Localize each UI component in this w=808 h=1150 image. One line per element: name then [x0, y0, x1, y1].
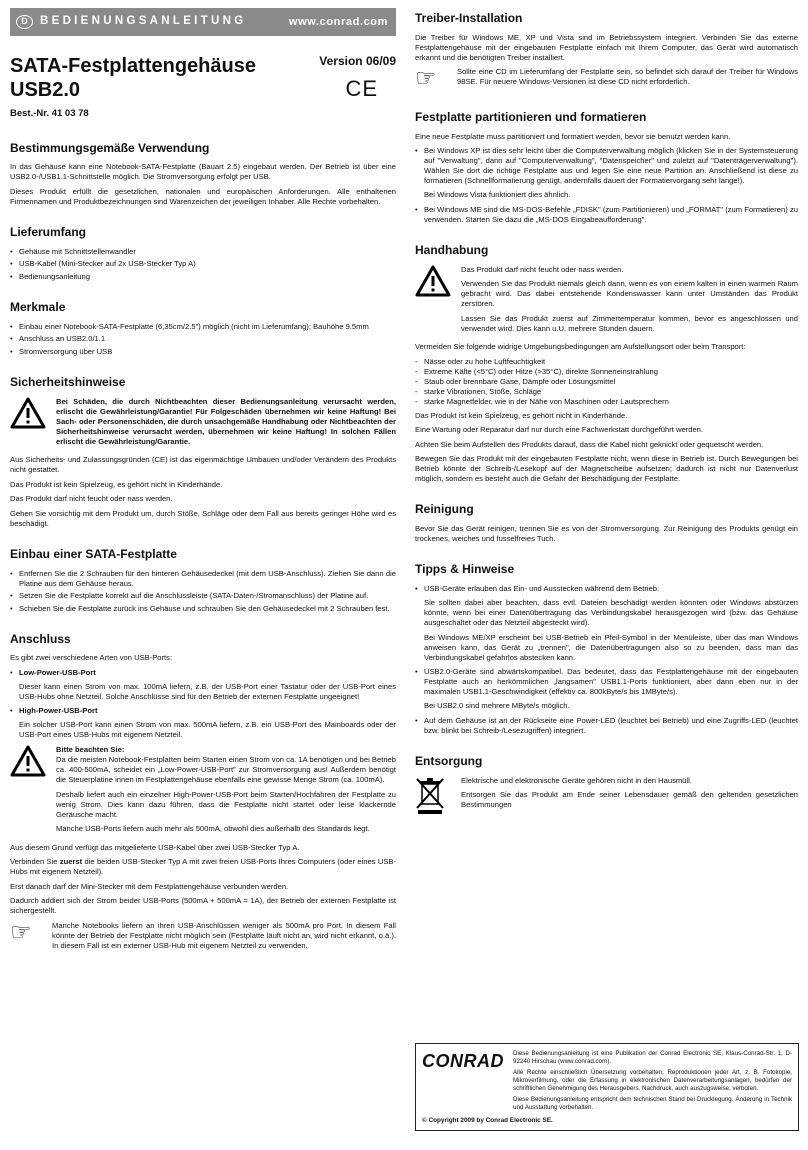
list: [415, 584, 798, 594]
paragraph: Bei Windows ME/XP erscheint bei USB-Betrieb ein Pfeil-Symbol in der Menüleiste, über das man Windows anweisen kann, das Gerät zu „trennen", die Datenübertragungen also so zu beenden, dass man das Verbindungskabel gefahrlos abstecken kann.: [424, 632, 798, 662]
list-item: • Einbau einer Notebook-SATA-Festplatte (6,35cm/2.5") möglich (nicht im Lieferumfang); Bauhöhe 9.5mm: [10, 322, 396, 332]
section-heading: Anschluss: [10, 631, 71, 646]
list-item: • Schieben Sie die Festplatte zurück ins Gehäuse und schrauben Sie den Gehäusedeckel mit 2 Schrauben fest.: [10, 604, 396, 614]
warning-text: Lassen Sie das Produkt zuerst auf Zimmertemperatur kommen, bevor es angeschlossen und verwendet wird. Dies kann u.U. mehrere Stunden dauern.: [461, 313, 798, 333]
paragraph: Das Produkt darf nicht feucht oder nass werden.: [10, 494, 173, 504]
paragraph: Eine Wartung oder Reparatur darf nur durch eine Fachwerkstatt durchgeführt werden.: [415, 425, 704, 435]
list-item: • Auf dem Gehäuse ist an der Rückseite eine Power-LED (leuchtet bei Betrieb) und eine Zugriffs-LED (leuchtet bzw. blinkt bei Schreib-/Lesezugriffen) integriert.: [415, 716, 798, 736]
list-item: • Bei Windows ME sind die MS-DOS-Befehle „FDISK" (zum Partitionieren) und „FORMAT" (zum Formatieren) zu verwenden. Starten Sie dazu die „MS-DOS Eingabeaufforderung".: [415, 205, 798, 225]
paragraph: Verbinden Sie zuerst die beiden USB-Stecker Typ A mit zwei freien USB-Ports Ihres Computers (oder eines USB-Hubs mit eigenem Netzteil).: [10, 857, 396, 877]
note-text: Manche Notebooks liefern an ihren USB-Anschlüssen weniger als 500mA pro Port. In diesem Fall könnte der Betrieb der Festplatte nicht möglich sein (Festplatte läuft nicht an, wird nicht erkannt, o.ä.). In diesem Fall ist ein externer USB-Hub mit eigenem Netzteil zu verwenden.: [52, 920, 396, 950]
header-url[interactable]: www.conrad.com: [288, 15, 388, 28]
ce-mark-icon: CE: [345, 75, 378, 101]
paragraph: Entsorgen Sie das Produkt am Ende seiner Lebensdauer gemäß den geltenden gesetzlichen Bestimmungen: [461, 790, 798, 810]
paragraph: Achten Sie beim Aufstellen des Produkts darauf, dass die Kabel nicht geknickt oder gequetscht werden.: [415, 439, 764, 449]
paragraph: Das Produkt ist kein Spielzeug, es gehört nicht in Kinderhände.: [10, 479, 223, 489]
language-badge: D: [16, 15, 33, 29]
section-heading: Einbau einer SATA-Festplatte: [10, 546, 177, 561]
list-item: - Nässe oder zu hohe Luftfeuchtigkeit: [415, 357, 798, 367]
list: [10, 322, 396, 357]
section-heading: Entsorgung: [415, 753, 483, 768]
paragraph: Ein solcher USB-Port kann einen Strom von max. 500mA liefern, z.B. ein USB-Port des Mainboards oder der USB-Port eines USB-Hubs mit eigenem Netzteil.: [19, 720, 396, 740]
paragraph: In das Gehäuse kann eine Notebook-SATA-Festplatte (Bauart 2.5) eingebaut werden. Der Betrieb ist über eine USB2.0-/USB1.1-Schnittstelle möglich. Die Stromversorgung erfolgt per USB.: [10, 162, 396, 182]
pointing-hand-icon: ☞: [10, 918, 32, 946]
list-item: • USB2.0-Geräte sind abwärtskompatibel. Das bedeutet, dass das Festplattengehäuse mit der eingebauten Festplatte auch an herkömmlichen „langsamen" USB1.1-Ports funktioniert, aber dann eben nur in der maximalen USB1.1-Geschwindigkeit (effektiv ca. 800kByte/s bis 1MByte/s).: [415, 667, 798, 697]
paragraph: Es gibt zwei verschiedene Arten von USB-Ports:: [10, 653, 173, 663]
list: [415, 146, 798, 186]
section-heading: Reinigung: [415, 502, 474, 517]
paragraph: Aus diesem Grund verfügt das mitgelieferte USB-Kabel über zwei USB-Stecker Typ A.: [10, 842, 300, 852]
list: [415, 716, 798, 736]
paragraph: Erst danach darf der Mini-Stecker mit dem Festplattengehäuse verbunden werden.: [10, 881, 289, 891]
paragraph: Bei Windows Vista funktioniert dies ähnlich.: [424, 190, 571, 200]
section-heading: Festplatte partitionieren und formatieren: [415, 109, 647, 124]
paragraph: Vermeiden Sie folgende widrige Umgebungsbedingungen am Aufstellungsort oder beim Transport:: [415, 342, 746, 352]
paragraph: Bewegen Sie das Produkt mit der eingebauten Festplatte nicht, wenn diese in Betrieb ist. Durch Bewegungen bei Betrieb könnte der Schreib-/Lesekopf auf der Magnetscheibe aufsetzen; dadurch ist nicht nur Datenverlust möglich, sondern es besteht auch die Gefahr der Beschädigung der Festplatte.: [415, 454, 798, 484]
list: [10, 668, 396, 678]
section-heading: Merkmale: [10, 299, 66, 314]
section-heading: Lieferumfang: [10, 224, 87, 239]
list-item: • Low-Power-USB-Port: [10, 668, 396, 678]
pointing-hand-icon: ☞: [415, 65, 437, 93]
paragraph: Elektrische und elektronische Geräte gehören nicht in den Hausmüll.: [461, 775, 692, 785]
warning-text: Bei Schäden, die durch Nichtbeachten dieser Bedienungsanleitung verursacht werden, erlischt die Gewährleistung/Garantie! Für Folgeschäden übernehmen wir keine Haftung! Bei Sach- oder Personenschäden, die durch unsachgemäße Handhabung oder Nichtbeachten der Sicherheitshinweise verursacht werden, übernehmen wir keine Haftung! In solchen Fällen erlischt die Gewährleistung/Garantie.: [56, 396, 396, 446]
header-banner: [10, 8, 396, 36]
copyright: © Copyright 2009 by Conrad Electronic SE.: [422, 1116, 553, 1124]
list-item: • USB-Geräte erlauben das Ein- und Ausstecken während dem Betrieb.: [415, 584, 798, 594]
list-item: • Anschluss an USB2.0/1.1: [10, 334, 396, 344]
warning-text: Da die meisten Notebook-Festplatten beim Starten einen Strom von ca. 1A benötigen und bei Betrieb ca. 400-500mA, scheidet ein „Low-Power-USB-Port" zur Stromversorgung aus! Außerdem benötigt die Steuerplatine innen im Festplattengehäuse ebenfalls eine gewisse Menge Strom (ca. 100mA).: [56, 755, 396, 785]
list: [415, 205, 798, 225]
list-item: • USB-Kabel (Mini-Stecker auf 2x USB-Stecker Typ A): [10, 259, 396, 269]
warning-text: Manche USB-Ports liefern auch mehr als 500mA, obwohl dies außerhalb des Standards liegt.: [56, 824, 370, 834]
list-item: • High-Power-USB-Port: [10, 706, 396, 716]
list-item: • Stromversorgung über USB: [10, 347, 396, 357]
section-heading: Sicherheitshinweise: [10, 374, 126, 389]
footer-text: Diese Bedienungsanleitung ist eine Publikation der Conrad Electronic SE, Klaus-Conrad-Str. 1, D-92240 Hirschau (www.conrad.com).: [513, 1050, 792, 1066]
order-number: Best.-Nr. 41 03 78: [10, 108, 89, 119]
list: [415, 357, 798, 407]
section-heading: Bestimmungsgemäße Verwendung: [10, 140, 210, 155]
warning-triangle-icon: [415, 265, 453, 339]
paragraph: Dieser kann einen Strom von max. 100mA liefern, z.B. der USB-Port einer Tastatur oder der USB-Port eines USB-Hubs ohne Netzteil. Solche Anschlüsse sind für den Betrieb der externen Festplatte ungeeignet!: [19, 681, 396, 701]
warning-title: Bitte beachten Sie:: [56, 745, 125, 754]
version: Version 06/09: [319, 54, 396, 68]
section-heading: Tipps & Hinweise: [415, 562, 515, 577]
section-heading: Treiber-Installation: [415, 11, 523, 25]
paragraph: Die Treiber für Windows ME, XP und Vista sind im Betriebssystem integriert. Verbinden Sie das externe Festplattengehäuse mit der eingebauten Festplatte einfach mit Ihrem Computer, das Gerät wird automatisch erkannt und die benötigten Treiber installiert.: [415, 32, 798, 62]
footer-text: Diese Bedienungsanleitung entspricht dem technischen Stand bei Drucklegung. Änderung in Technik und Ausstattung vorbehalten.: [513, 1096, 792, 1112]
section-heading: Handhabung: [415, 242, 489, 257]
paragraph: Dieses Produkt erfüllt die gesetzlichen, nationalen und europäischen Anforderungen. Alle enthaltenen Firmennamen und Produktbezeichnungen sind Warenzeichen der jeweiligen Inhaber. Alle Rechte vorbehalten.: [10, 186, 396, 206]
paragraph: Gehen Sie vorsichtig mit dem Produkt um, durch Stöße, Schläge oder dem Fall aus bereits geringer Höhe wird es beschädigt.: [10, 508, 396, 528]
header-title: BEDIENUNGSANLEITUNG: [40, 15, 247, 28]
paragraph: Bei USB2.0 sind mehrere MByte/s möglich.: [424, 701, 570, 711]
footer-text: Alle Rechte einschließlich Übersetzung vorbehalten. Reproduktionen jeder Art, z. B. Fotokopie, Mikroverfilmung, oder die Erfassung in elektronischen Datenverarbeitungsanlagen, bedürfen der schriftlichen Genehmigung des Herausgebers. Nachdruck, auch auszugsweise, verboten.: [513, 1069, 792, 1093]
warning-text: Verwenden Sie das Produkt niemals gleich dann, wenn es von einem kalten in einen warmen Raum gebracht wird. Das dabei entstehende Kondenswasser kann unter Umständen das Produkt zerstören.: [461, 279, 798, 309]
left-column: [10, 8, 396, 959]
paragraph: Aus Sicherheits- und Zulassungsgründen (CE) ist das eigenmächtige Umbauen und/oder Verändern des Produkts nicht gestattet.: [10, 455, 396, 475]
list-item: • Bei Windows XP ist dies sehr leicht über die Computerverwaltung möglich (klicken Sie in der Systemsteuerung auf "Verwaltung", dann auf "Computerverwaltung", "Datenspeicher" und zuletzt auf "Datenträgerverwaltung"). Wählen Sie dort die richtige Festplatte aus und legen Sie eine neue Partition an. Anschließend ist diese zu formatieren (Schnellformatierung genügt, andernfalls dauert der Formatiervorgang sehr lange!).: [415, 146, 798, 186]
list-item: - starke Magnetfelder, wie in der Nähe von Maschinen oder Lautsprechern: [415, 397, 798, 407]
list-item: - Staub oder brennbare Gase, Dämpfe oder Lösungsmittel: [415, 377, 798, 387]
crossed-bin-icon: [415, 776, 453, 819]
warning-text: Das Produkt darf nicht feucht oder nass werden.: [461, 264, 624, 274]
list-item: • Entfernen Sie die 2 Schrauben für den hinteren Gehäusedeckel (mit dem USB-Anschluss). Ziehen Sie dann die Platine aus dem Gehäuse heraus.: [10, 569, 396, 589]
list-item: • Bedienungsanleitung: [10, 272, 396, 282]
note-text: Sollte eine CD im Lieferumfang der Festplatte sein, so befindet sich darauf der Treiber für Windows 98SE. Für neuere Windows-Versionen ist diese CD nicht erforderlich.: [457, 67, 798, 87]
list: [415, 667, 798, 697]
warning-triangle-icon: [10, 745, 48, 839]
paragraph: Dadurch addiert sich der Strom beider USB-Ports (500mA + 500mA = 1A), der Betrieb der externen Festplatte ist sichergestellt.: [10, 896, 396, 916]
list: [10, 706, 396, 716]
conrad-logo: CONRAD: [422, 1051, 504, 1071]
list: [10, 569, 396, 614]
warning-triangle-icon: [10, 397, 48, 452]
list-item: • Gehäuse mit Schnittstellenwandler: [10, 247, 396, 257]
right-column: [415, 8, 798, 823]
publisher-footer: [415, 1043, 799, 1131]
list-item: • Setzen Sie die Festplatte korrekt auf die Anschlussleiste (SATA-Daten-/Stromanschluss) der Platine auf.: [10, 591, 396, 601]
list-item: - Extreme Kälte (<5°C) oder Hitze (>35°C), direkte Sonneneinstrahlung: [415, 367, 798, 377]
product-title: SATA-Festplattengehäuse USB2.0: [10, 55, 256, 101]
list: [10, 247, 396, 282]
paragraph: Sie sollten dabei aber beachten, dass evtl. Dateien beschädigt werden könnten oder Windows abstürzen könnte, wenn bei einer Datenübertragung das Verbindungskabel herausgezogen wird (bzw. das Gehäuse ausgeschaltet oder das Netzteil abgesteckt wird).: [424, 598, 798, 628]
list-item: - starke Vibrationen, Stöße, Schläge: [415, 387, 798, 397]
paragraph: Bevor Sie das Gerät reinigen, trennen Sie es von der Stromversorgung. Zur Reinigung des Produkts genügt ein trockenes, weiches und fusselfreies Tuch.: [415, 524, 798, 544]
warning-text: Deshalb liefert auch ein einzelner High-Power-USB-Port beim Starten/Hochfahren der Festplatte zu wenig Strom. Dies kann dazu führen, dass die Festplatte nicht startet oder leise klackernde Geräusche macht.: [56, 789, 396, 819]
paragraph: Eine neue Festplatte muss partitioniert und formatiert werden, bevor sie benutzt werden kann.: [415, 131, 731, 141]
paragraph: Das Produkt ist kein Spielzeug, es gehört nicht in Kinderhände.: [415, 410, 628, 420]
